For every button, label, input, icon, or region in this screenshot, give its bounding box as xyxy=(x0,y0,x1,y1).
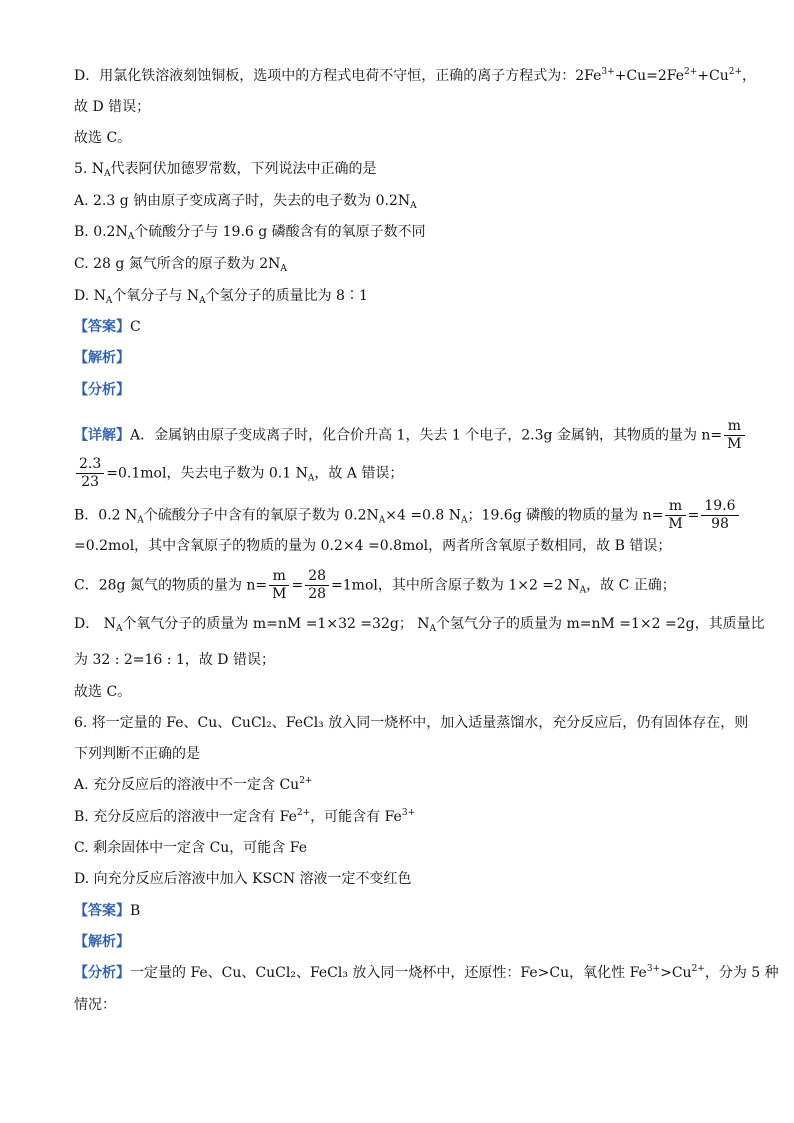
text: ，故 A 错误； xyxy=(314,465,404,482)
text: >Cu xyxy=(660,965,692,981)
prev-d-explanation-line2: 故 D 错误； xyxy=(74,99,151,115)
q5-detail-b-line1: B．0.2 $N_A$个硫酸分子中含有的氧原子数为 $0.2N_A\times 4 =0.8$ $N_A$；19.6g 磷酸的物质的量为 n= $\frac{m}{M}$ = $\frac{19.6}{98}$ xyxy=(74,498,741,533)
q5-analysis-tag xyxy=(74,348,130,368)
numerator: m xyxy=(665,498,685,516)
answer-tag: 【答案】 xyxy=(74,903,130,919)
q6-analysis-tag xyxy=(74,932,130,952)
subscript: A xyxy=(307,473,315,484)
text: ×4 =0.8 N xyxy=(385,507,462,524)
numerator: 2.3 xyxy=(76,456,104,474)
q6-option-a xyxy=(74,775,312,795)
numerator: m xyxy=(724,418,744,436)
denominator: 28 xyxy=(308,586,327,602)
q5-detail-a-line2 xyxy=(74,456,403,491)
q5-detail-c: C．28g 氮气的物质的量为 n= $\frac{m}{M}$ = $\frac{28}{28}$ =1mol，其中所含原子数为 1×2 =2 $N_A$，故 C 正确； xyxy=(74,568,676,602)
numerator: m xyxy=(269,568,289,586)
text: A. 2.3 g 钠由原子变成离子时，失去的电子数为 0.2N xyxy=(74,193,411,209)
q6-answer xyxy=(74,901,140,921)
text: ，分为 5 种 xyxy=(704,965,779,981)
q5-detail-d-line1 xyxy=(74,614,765,634)
subscript: A xyxy=(410,201,417,211)
q6-option-b xyxy=(74,807,415,827)
fraction-2.3-over-23 xyxy=(76,456,104,491)
text: 5. N xyxy=(74,161,105,177)
text: C. 28 g 氮气所含的原子数为 2N xyxy=(74,256,281,272)
superscript: 3+ xyxy=(646,964,661,974)
superscript: 2+ xyxy=(691,964,705,974)
text: A．金属钠由原子变成离子时，化合价升高 1，失去 1 个电子，2.3g 金属钠，其物质的量为 n= xyxy=(130,427,723,444)
subscript: A xyxy=(579,585,587,596)
choose-c-line: 故选 C。 xyxy=(74,130,132,146)
q5-answer xyxy=(74,317,141,337)
subscript: A xyxy=(127,232,135,242)
q5-detail-a-line1 xyxy=(74,418,747,453)
superscript: 2+ xyxy=(299,776,313,786)
q5-option-d xyxy=(74,286,368,306)
q6-stem-line2: 下列判断不正确的是 xyxy=(74,746,200,762)
analysis-tag: 【解析】 xyxy=(74,934,130,950)
q5-stem xyxy=(74,159,377,179)
superscript: 2+ xyxy=(684,67,698,77)
text: C．28g 氮气的物质的量为 n= xyxy=(74,577,268,594)
q6-fenxi-line2: 情况： xyxy=(74,997,116,1013)
answer-value: B xyxy=(130,903,141,919)
denominator: M xyxy=(668,516,683,532)
q6-fenxi-line1 xyxy=(74,963,779,983)
q5-fenxi-tag xyxy=(74,380,130,400)
text: D． N xyxy=(74,616,116,632)
text: +Cu=2Fe xyxy=(614,68,684,84)
text: A. 充分反应后的溶液中不一定含 Cu xyxy=(74,777,300,793)
denominator: M xyxy=(727,436,742,452)
fraction-m-over-M xyxy=(665,498,685,533)
q5-option-a xyxy=(74,191,417,211)
answer-value: C xyxy=(130,319,141,335)
text: 代表阿伏加德罗常数，下列说法中正确的是 xyxy=(110,161,377,177)
text: 个硫酸分子中含有的氧原子数为 0.2N xyxy=(143,507,379,524)
superscript: 2+ xyxy=(728,67,743,77)
text: =1mol，其中所含原子数为 1×2 =2 N xyxy=(331,577,580,594)
q5-option-b xyxy=(74,222,426,242)
subscript: A xyxy=(104,169,111,179)
fraction-19.6-over-98 xyxy=(701,498,738,533)
subscript: A xyxy=(280,264,287,274)
superscript: 3+ xyxy=(601,67,615,77)
text: B．0.2 N xyxy=(74,507,138,524)
text: 个氧分子与 N xyxy=(112,288,200,304)
denominator: M xyxy=(272,586,287,602)
text: ，可能含有 Fe xyxy=(310,809,402,825)
text: ， xyxy=(742,68,757,84)
q6-option-c: C. 剩余固体中一定含 Cu，可能含 Fe xyxy=(74,840,307,856)
text: D. N xyxy=(74,288,106,304)
text: 个硫酸分子与 19.6 g 磷酸含有的氧原子数不同 xyxy=(134,224,426,240)
choose-c-line-2: 故选 C。 xyxy=(74,684,132,700)
q5-detail-d-line2: 为 32 : 2=16 : 1，故 D 错误； xyxy=(74,652,275,668)
text: 个氧气分子的质量为 m=nM =1×32 =32g； N xyxy=(122,616,430,632)
numerator: 19.6 xyxy=(701,498,738,516)
numerator: 28 xyxy=(305,568,329,586)
denominator: 23 xyxy=(81,474,100,490)
text: D．用氯化铁溶液刻蚀铜板，选项中的方程式电荷不守恒，正确的离子方程式为：2Fe xyxy=(74,68,602,84)
text: 个氢气分子的质量为 m=nM =1×2 =2g，其质量比 xyxy=(436,616,765,632)
q5-option-c xyxy=(74,254,287,274)
fraction-m-over-M xyxy=(724,418,744,453)
subscript: A xyxy=(105,296,113,306)
answer-tag: 【答案】 xyxy=(74,319,130,335)
text: ；19.6g 磷酸的物质的量为 n= xyxy=(467,507,664,524)
superscript: 3+ xyxy=(401,808,416,818)
text: +Cu xyxy=(697,68,729,84)
fenxi-tag: 【分析】 xyxy=(74,382,130,398)
subscript: A xyxy=(115,624,123,634)
text: =0.1mol，失去电子数为 0.1 N xyxy=(106,465,308,482)
subscript: A xyxy=(429,624,437,634)
q6-option-d: D. 向充分反应后溶液中加入 KSCN 溶液一定不变红色 xyxy=(74,871,412,887)
fraction-m-over-M xyxy=(269,568,289,603)
subscript: A xyxy=(199,296,206,306)
text: 个氢分子的质量比为 8∶1 xyxy=(205,288,368,304)
text: ，故 C 正确； xyxy=(586,577,676,594)
fraction-28-over-28 xyxy=(305,568,329,603)
subscript: A xyxy=(137,515,144,526)
fenxi-tag: 【分析】 xyxy=(74,965,130,981)
text: 一定量的 Fe、Cu、CuCl₂、FeCl₃ 放入同一烧杯中，还原性：Fe>Cu，氧化性 Fe xyxy=(130,965,647,981)
superscript: 2+ xyxy=(296,808,311,818)
q5-detail-b-line2: =0.2mol，其中含氧原子的物质的量为 0.2×4 =0.8mol，两者所含氧原子数相同，故 B 错误； xyxy=(74,538,672,554)
detail-tag: 【详解】 xyxy=(74,427,130,444)
subscript: A xyxy=(378,515,386,526)
prev-d-explanation-line1 xyxy=(74,66,756,86)
subscript: A xyxy=(461,515,468,526)
q6-stem-line1: 6. 将一定量的 Fe、Cu、CuCl₂、FeCl₃ 放入同一烧杯中，加入适量蒸馏水，充分反应后，仍有固体存在，则 xyxy=(74,715,749,731)
text: B. 充分反应后的溶液中一定含有 Fe xyxy=(74,809,297,825)
denominator: 98 xyxy=(711,516,729,532)
text: B. 0.2N xyxy=(74,224,128,240)
analysis-tag: 【解析】 xyxy=(74,350,130,366)
